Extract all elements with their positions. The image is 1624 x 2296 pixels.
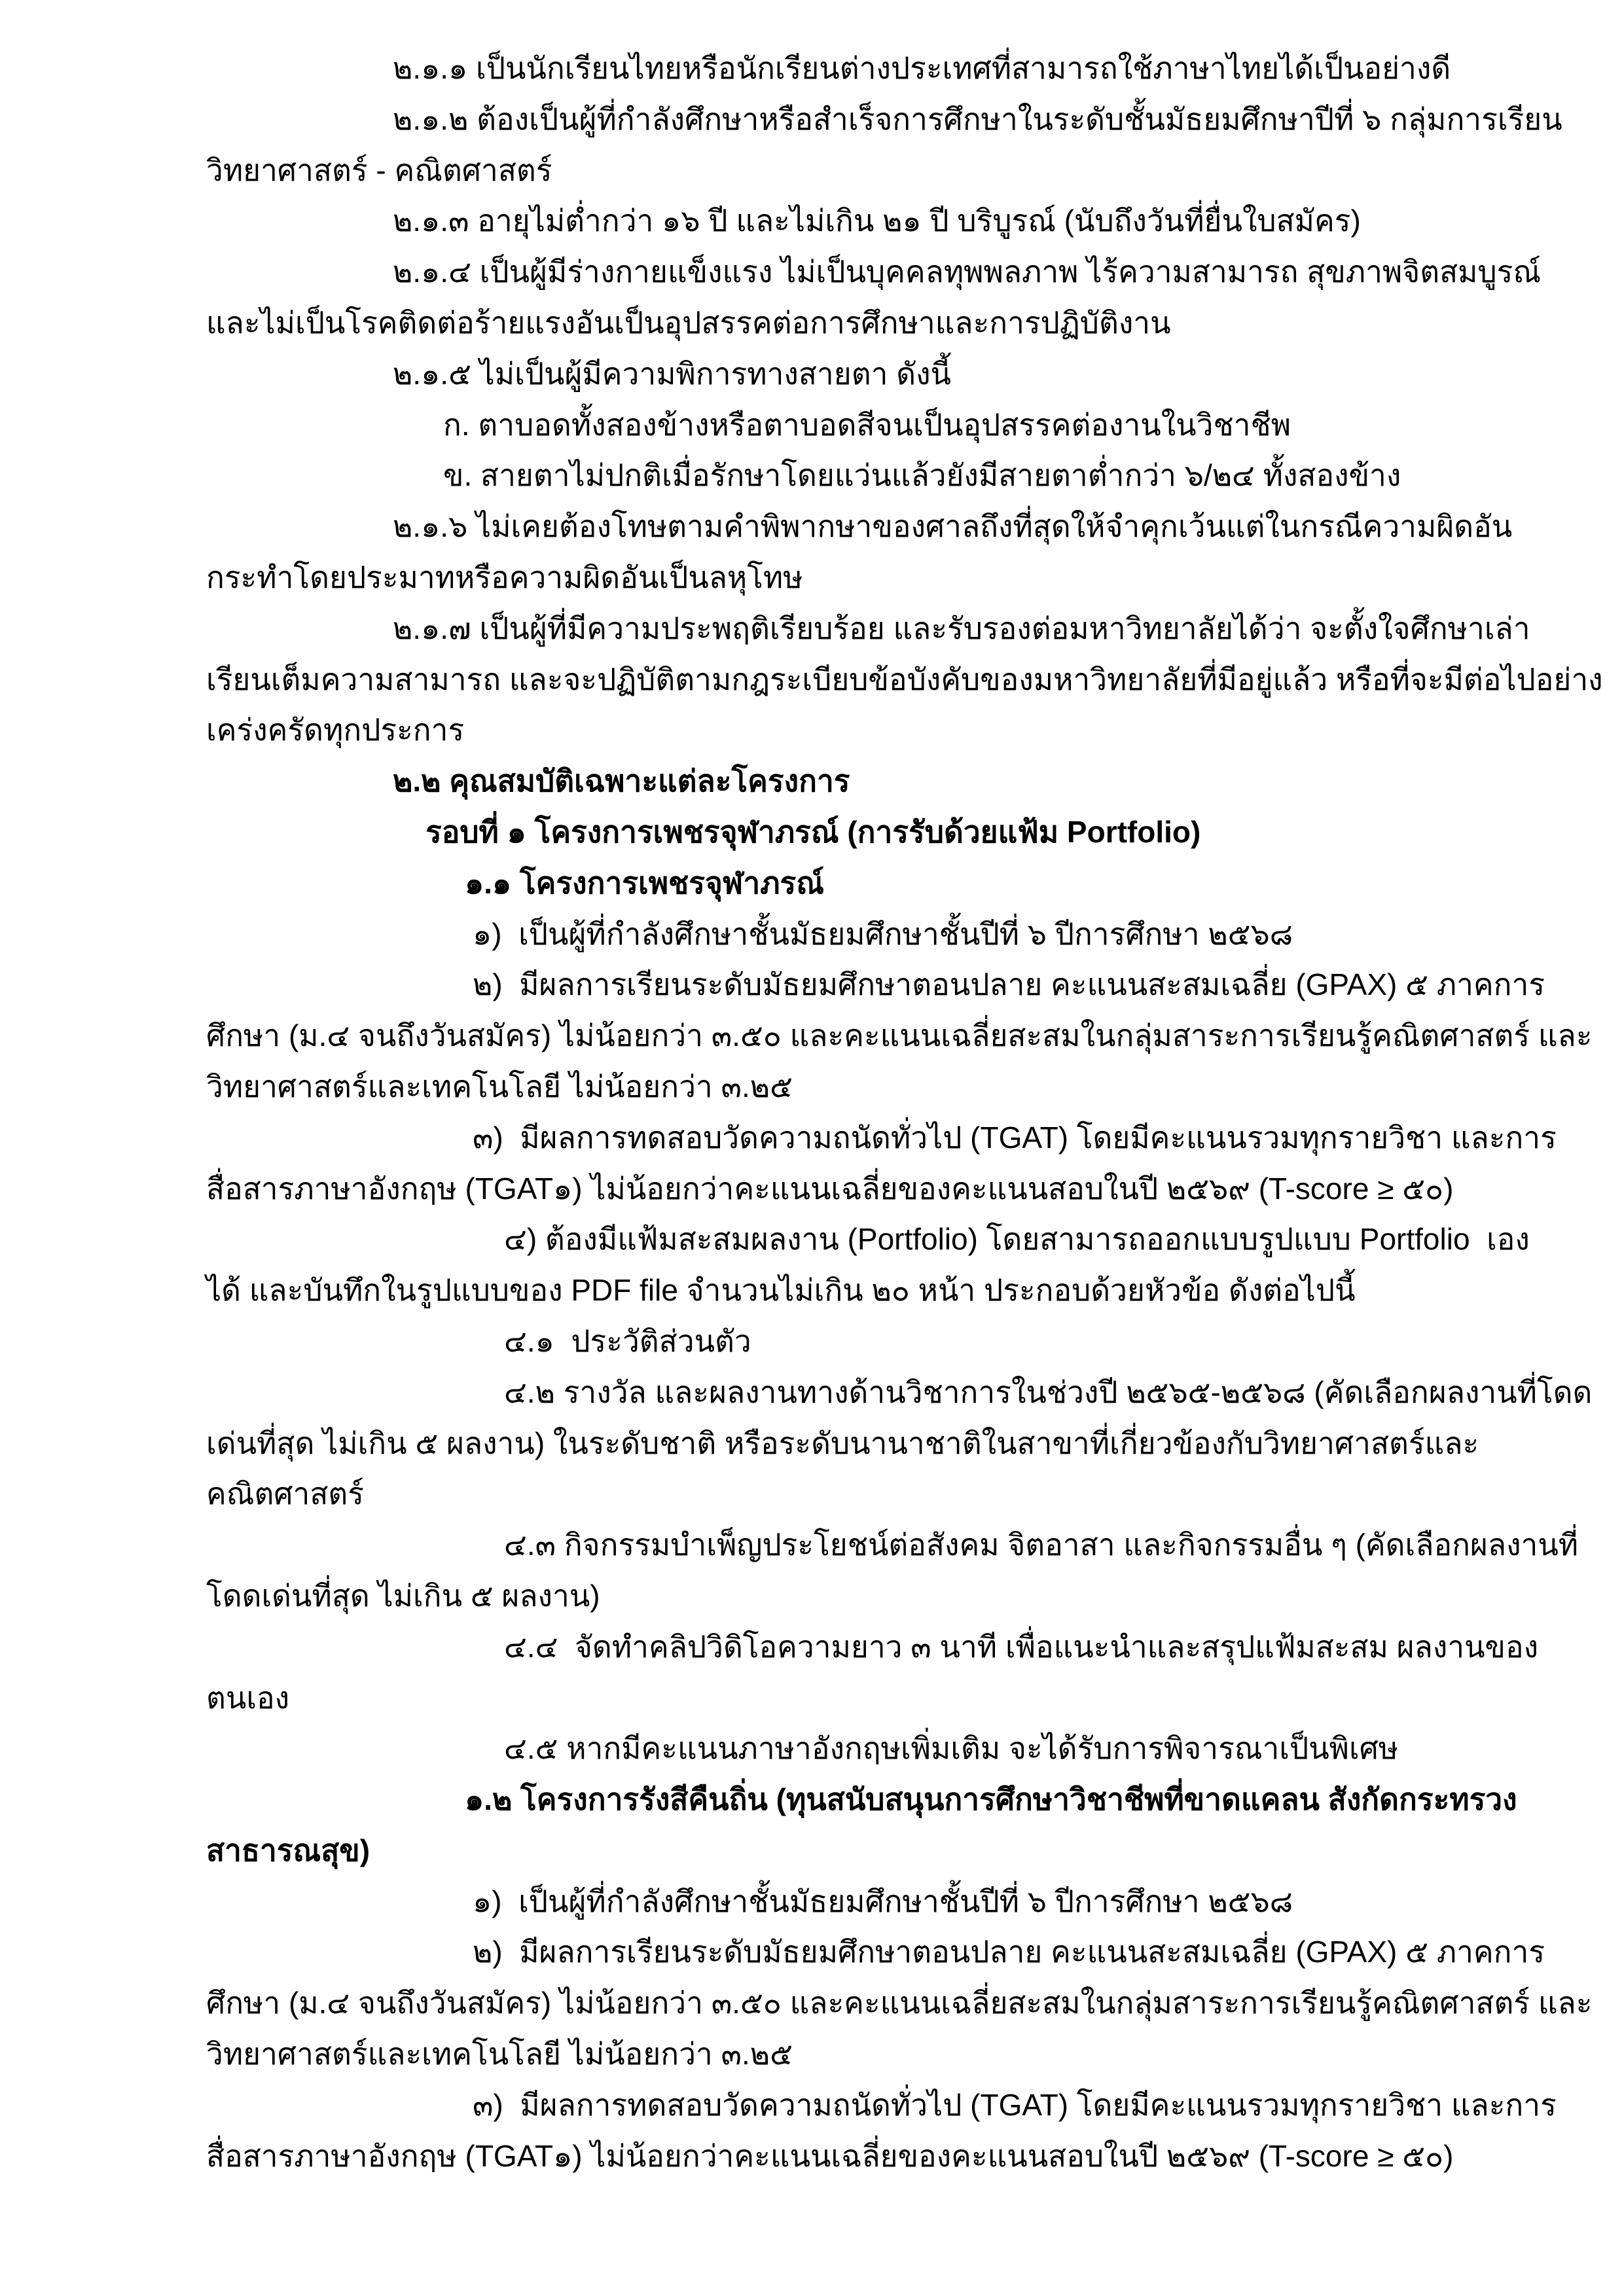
document-line: เคร่งครัดทุกประการ (206, 713, 465, 747)
document-line: เรียนเต็มความสามารถ และจะปฏิบัติตามกฎระเบียบข้อบังคับของมหาวิทยาลัยที่มีอยู่แล้ว หรือที่จะมีต่อไปอย่าง (206, 662, 1603, 696)
document-line: เด่นที่สุด ไม่เกิน ๕ ผลงาน) ในระดับชาติ หรือระดับนานาชาติในสาขาที่เกี่ยวข้องกับวิทยาศาสตร์และ (206, 1426, 1479, 1460)
document-line: และไม่เป็นโรคติดต่อร้ายแรงอันเป็นอุปสรรคต่อการศึกษาและการปฏิบัติงาน (206, 305, 1171, 340)
document-line: ก. ตาบอดทั้งสองข้างหรือตาบอดสีจนเป็นอุปสรรคต่องานในวิชาชีพ (443, 407, 1291, 442)
document-line: ๒.๑.๑ เป็นนักเรียนไทยหรือนักเรียนต่างประเทศที่สามารถใช้ภาษาไทยได้เป็นอย่างดี (393, 51, 1451, 85)
document-line: ๓) มีผลการทดสอบวัดความถนัดทั่วไป (TGAT) โดยมีคะแนนรวมทุกรายวิชา และการ (473, 1120, 1557, 1155)
document-line: วิทยาศาสตร์และเทคโนโลยี ไม่น้อยกว่า ๓.๒๕ (206, 2037, 793, 2072)
document-line: ๒.๒ คุณสมบัติเฉพาะแต่ละโครงการ (393, 764, 850, 798)
document-line: ๒.๑.๔ เป็นผู้มีร่างกายแข็งแรง ไม่เป็นบุคคลทุพพลภาพ ไร้ความสามารถ สุขภาพจิตสมบูรณ์ (393, 255, 1542, 289)
document-line: ๔.๔ จัดทำคลิปวิดิโอความยาว ๓ นาที เพื่อแนะนำและสรุปแฟ้มสะสม ผลงานของ (504, 1629, 1539, 1664)
document-line: ศึกษา (ม.๔ จนถึงวันสมัคร) ไม่น้อยกว่า ๓.๕๐ และคะแนนเฉลี่ยสะสมในกลุ่มสาระการเรียนรู้คณิตศาสตร์ และ (206, 1986, 1593, 2020)
document-line: ๔.๕ หากมีคะแนนภาษาอังกฤษเพิ่มเติม จะได้รับการพิจารณาเป็นพิเศษ (504, 1731, 1399, 1766)
document-line: ๑.๒ โครงการรังสีคืนถิ่น (ทุนสนับสนุนการศึกษาวิชาชีพที่ขาดแคลน สังกัดกระทรวง (465, 1782, 1517, 1817)
document-line: วิทยาศาสตร์และเทคโนโลยี ไม่น้อยกว่า ๓.๒๕ (206, 1069, 793, 1103)
document-line: ๒.๑.๕ ไม่เป็นผู้มีความพิการทางสายตา ดังนี้ (393, 356, 951, 391)
document-line: วิทยาศาสตร์ - คณิตศาสตร์ (206, 152, 552, 187)
document-line: ๓) มีผลการทดสอบวัดความถนัดทั่วไป (TGAT) โดยมีคะแนนรวมทุกรายวิชา และการ (473, 2087, 1557, 2122)
document-line: ตนเอง (206, 1680, 290, 1715)
document-line: ๔.๓ กิจกรรมบำเพ็ญประโยชน์ต่อสังคม จิตอาสา และกิจกรรมอื่น ๆ (คัดเลือกผลงานที่ (504, 1528, 1579, 1562)
document-line: ได้ และบันทึกในรูปแบบของ PDF file จำนวนไม่เกิน ๒๐ หน้า ประกอบด้วยหัวข้อ ดังต่อไปนี้ (206, 1273, 1356, 1308)
document-line: ๒) มีผลการเรียนระดับมัธยมศึกษาตอนปลาย คะแนนสะสมเฉลี่ย (GPAX) ๕ ภาคการ (473, 967, 1545, 1002)
document-line: สาธารณสุข) (206, 1833, 370, 1867)
document-line: ข. สายตาไม่ปกติเมื่อรักษาโดยแว่นแล้วยังมีสายตาต่ำกว่า ๖/๒๔ ทั้งสองข้าง (443, 458, 1401, 493)
document-line: สื่อสารภาษาอังกฤษ (TGAT๑) ไม่น้อยกว่าคะแนนเฉลี่ยของคะแนนสอบในปี ๒๕๖๙ (T-score ≥ ๕๐) (206, 2138, 1454, 2173)
document-line: สื่อสารภาษาอังกฤษ (TGAT๑) ไม่น้อยกว่าคะแนนเฉลี่ยของคะแนนสอบในปี ๒๕๖๙ (T-score ≥ ๕๐) (206, 1171, 1454, 1206)
document-line: ๒) มีผลการเรียนระดับมัธยมศึกษาตอนปลาย คะแนนสะสมเฉลี่ย (GPAX) ๕ ภาคการ (473, 1935, 1545, 1969)
document-line: ๔.๒ รางวัล และผลงานทางด้านวิชาการในช่วงปี ๒๕๖๕-๒๕๖๘ (คัดเลือกผลงานที่โดด (504, 1374, 1593, 1409)
document-line: ศึกษา (ม.๔ จนถึงวันสมัคร) ไม่น้อยกว่า ๓.๕๐ และคะแนนเฉลี่ยสะสมในกลุ่มสาระการเรียนรู้คณิตศาสตร์ และ (206, 1018, 1593, 1053)
document-line: รอบที่ ๑ โครงการเพชรจุฬาภรณ์ (การรับด้วยแฟ้ม Portfolio) (425, 814, 1201, 849)
document-line: กระทำโดยประมาทหรือความผิดอันเป็นลหุโทษ (206, 560, 803, 594)
document-line: ๑.๑ โครงการเพชรจุฬาภรณ์ (465, 865, 824, 900)
document-line: ๒.๑.๗ เป็นผู้ที่มีความประพฤติเรียบร้อย และรับรองต่อมหาวิทยาลัยได้ว่า จะตั้งใจศึกษาเล่า (393, 611, 1530, 645)
document-body (206, 43, 1603, 2181)
document-line: ๔) ต้องมีแฟ้มสะสมผลงาน (Portfolio) โดยสามารถออกแบบรูปแบบ Portfolio เอง (504, 1222, 1530, 1257)
document-line: ๑) เป็นผู้ที่กำลังศึกษาชั้นมัธยมศึกษาชั้นปีที่ ๖ ปีการศึกษา ๒๕๖๘ (473, 916, 1293, 951)
document-line: ๒.๑.๒ ต้องเป็นผู้ที่กำลังศึกษาหรือสำเร็จการศึกษาในระดับชั้นมัธยมศึกษาปีที่ ๖ กลุ่มการเรียน (393, 101, 1562, 136)
document-line: ๔.๑ ประวัติส่วนตัว (504, 1323, 751, 1358)
document-line: โดดเด่นที่สุด ไม่เกิน ๕ ผลงาน) (206, 1578, 600, 1613)
document-line: ๑) เป็นผู้ที่กำลังศึกษาชั้นมัธยมศึกษาชั้นปีที่ ๖ ปีการศึกษา ๒๕๖๘ (473, 1884, 1293, 1918)
document-line: ๒.๑.๖ ไม่เคยต้องโทษตามคำพิพากษาของศาลถึงที่สุดให้จำคุกเว้นแต่ในกรณีความผิดอัน (393, 509, 1513, 544)
document-line: ๒.๑.๓ อายุไม่ต่ำกว่า ๑๖ ปี และไม่เกิน ๒๑ ปี บริบูรณ์ (นับถึงวันที่ยื่นใบสมัคร) (393, 204, 1361, 238)
document-line: คณิตศาสตร์ (206, 1477, 365, 1511)
